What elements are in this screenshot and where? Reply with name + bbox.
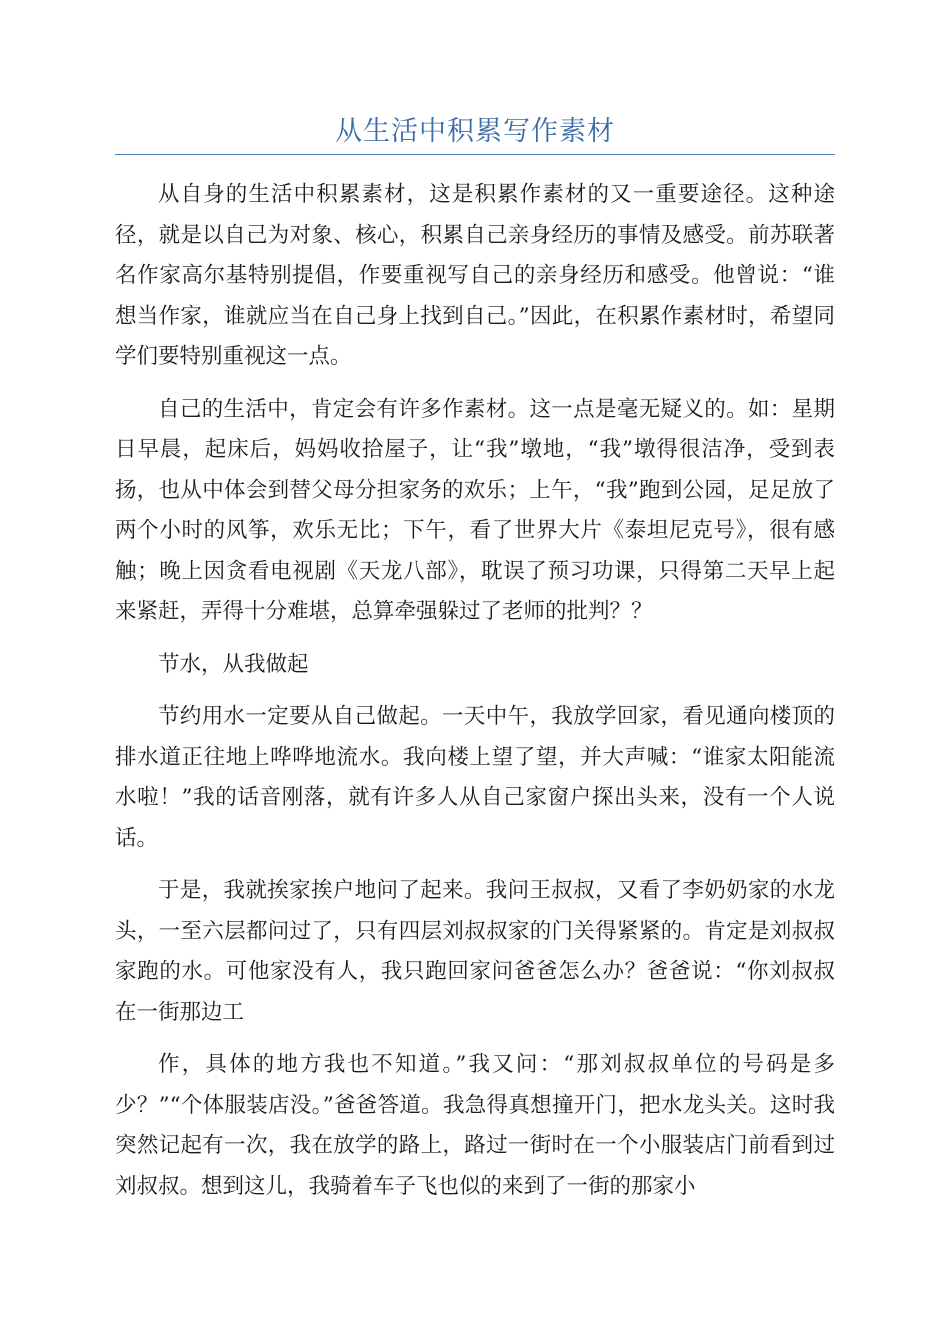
paragraph-2: 自己的生活中，肯定会有许多作素材。这一点是毫无疑义的。如：星期日早晨，起床后，妈妈收拾屋子，让“我”墩地，“我”墩得很洁净，受到表扬，也从中体会到替父母分担家务的欢乐；上午，“我”跑到公园，足足放了两个小时的风筝，欢乐无比；下午，看了世界大片《泰坦尼克号》，很有感触；晚上因贪看电视剧《天龙八部》，耽误了预习功课，只得第二天早上起来紧赶，弄得十分难堪，总算牵强躲过了老师的批判？？	[115, 396, 835, 624]
paragraph-4: 于是，我就挨家挨户地问了起来。我问王叔叔，又看了李奶奶家的水龙头，一至六层都问过了，只有四层刘叔叔家的门关得紧紧的。肯定是刘叔叔家跑的水。可他家没有人，我只跑回家问爸爸怎么办？爸爸说：“你刘叔叔在一街那边工	[115, 878, 835, 1025]
document-body	[115, 175, 835, 1219]
paragraph-1: 从自身的生活中积累素材，这是积累作素材的又一重要途径。这种途径，就是以自己为对象、核心，积累自己亲身经历的事情及感受。前苏联著名作家高尔基特别提倡，作要重视写自己的亲身经历和感受。他曾说：“谁想当作家，谁就应当在自己身上找到自己。”因此，在积累作素材时，希望同学们要特别重视这一点。	[115, 182, 835, 369]
document-title: 从生活中积累写作素材	[335, 116, 615, 147]
paragraph-5: 作，具体的地方我也不知道。”我又问：“那刘叔叔单位的号码是多少？”“个体服装店没。”爸爸答道。我急得真想撞开门，把水龙头关。这时我突然记起有一次，我在放学的路上，路过一街时在一个小服装店门前看到过刘叔叔。想到这儿，我骑着车子飞也似的来到了一街的那家小	[115, 1052, 835, 1199]
paragraph-3: 节约用水一定要从自己做起。一天中午，我放学回家，看见通向楼顶的排水道正往地上哗哗地流水。我向楼上望了望，并大声喊：“谁家太阳能流水啦！”我的话音刚落，就有许多人从自己家窗户探出头来，没有一个人说话。	[115, 704, 835, 851]
title-underline	[115, 154, 835, 155]
section-heading: 节水，从我做起	[158, 651, 309, 677]
